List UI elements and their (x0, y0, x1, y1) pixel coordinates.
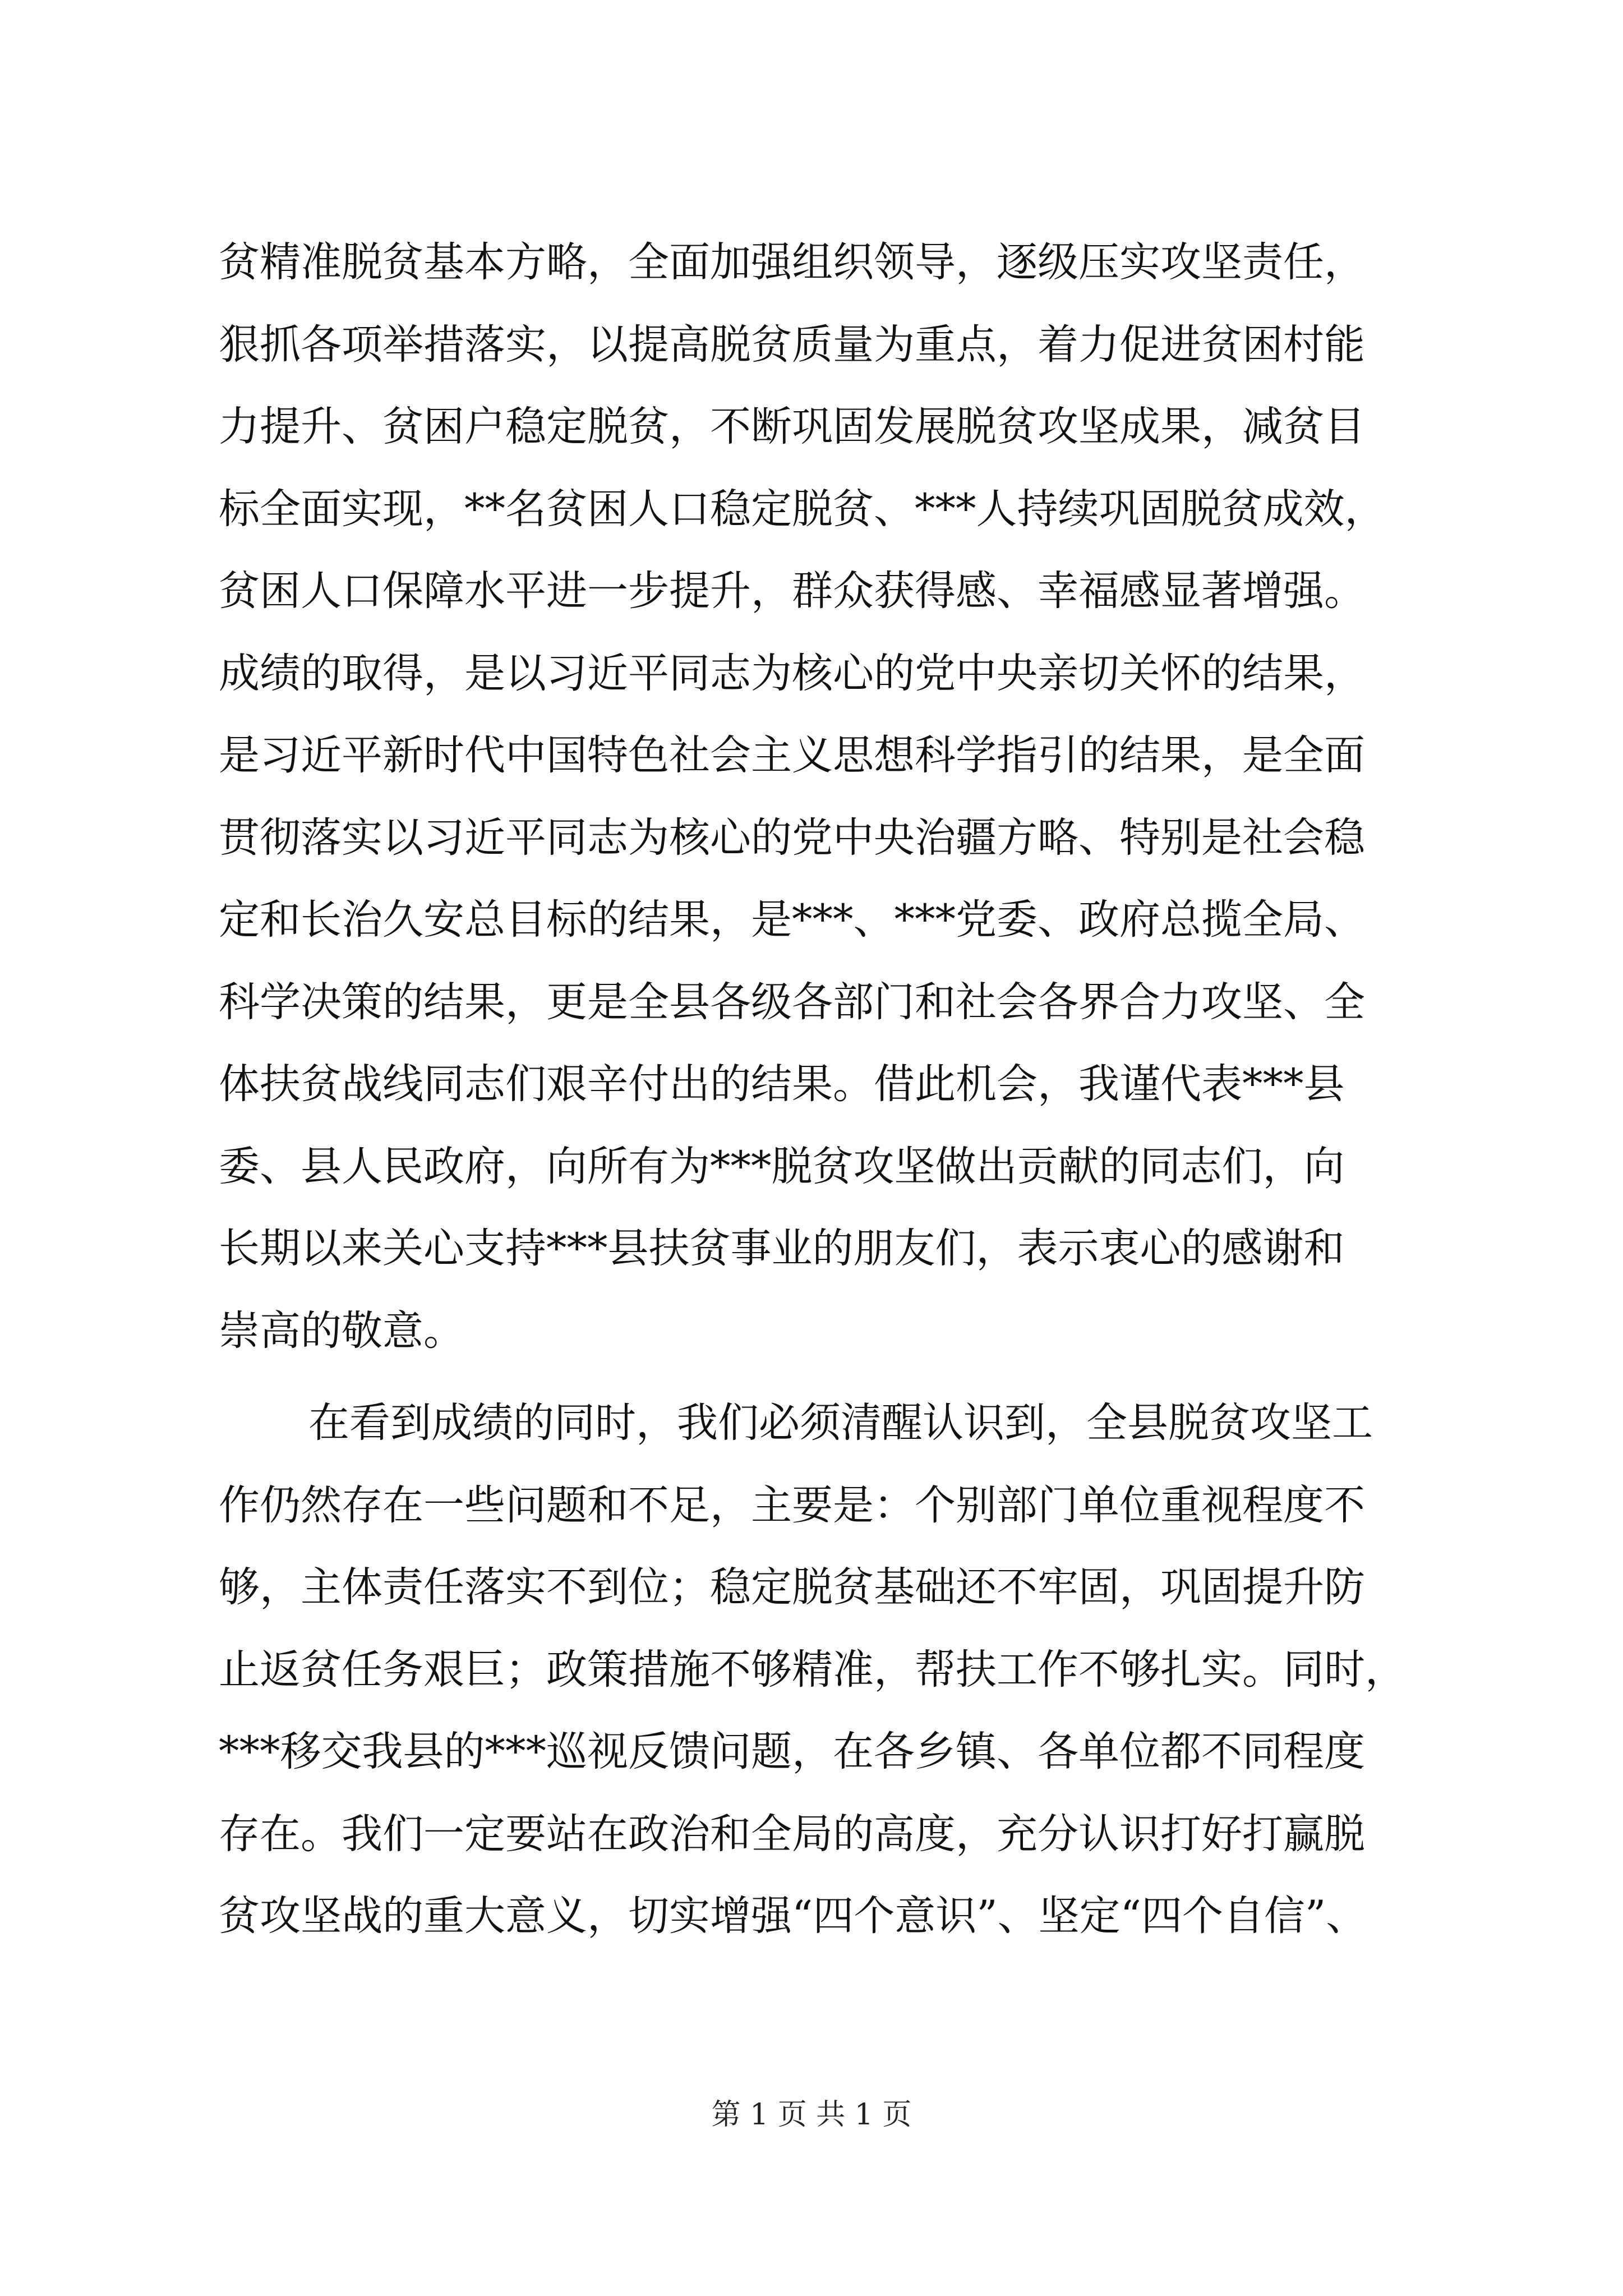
paragraph-start-line: 在看到成绩的同时，我们必须清醒认识到，全县脱贫攻坚工 (308, 1399, 1373, 1447)
body-text (219, 222, 1430, 1958)
page-footer: 第 1 页 共 1 页 (711, 2098, 912, 2132)
text-line: 定和长治久安总目标的结果，是***、***党委、政府总揽全局、 (219, 896, 1365, 944)
text-line: 贫攻坚战的重大意义，切实增强“四个意识”、坚定“四个自信”、 (219, 1892, 1367, 1940)
text-line: 力提升、贫困户稳定脱贫，不断巩固发展脱贫攻坚成果，减贫目 (219, 403, 1365, 450)
text-line: 狠抓各项举措落实，以提高脱贫质量为重点，着力促进贫困村能 (219, 320, 1365, 369)
text-line: 是习近平新时代中国特色社会主义思想科学指引的结果，是全面 (219, 731, 1365, 779)
text-line: 贯彻落实以习近平同志为核心的党中央治疆方略、特别是社会稳 (219, 813, 1365, 862)
text-line: 存在。我们一定要站在政治和全局的高度，充分认识打好打赢脱 (219, 1810, 1365, 1858)
text-line: 贫精准脱贫基本方略，全面加强组织领导，逐级压实攻坚责任， (219, 238, 1365, 286)
text-line: 成绩的取得，是以习近平同志为核心的党中央亲切关怀的结果， (219, 649, 1365, 697)
text-line: 作仍然存在一些问题和不足，主要是：个别部门单位重视程度不 (219, 1481, 1365, 1529)
text-line: 崇高的敬意。 (219, 1306, 464, 1355)
text-line: ***移交我县的***巡视反馈问题，在各乡镇、各单位都不同程度 (219, 1728, 1365, 1775)
text-line: 体扶贫战线同志们艰辛付出的结果。借此机会，我谨代表***县 (219, 1060, 1345, 1108)
text-line: 标全面实现，**名贫困人口稳定脱贫、***人持续巩固脱贫成效， (219, 485, 1386, 533)
text-line: 长期以来关心支持***县扶贫事业的朋友们，表示衷心的感谢和 (219, 1225, 1345, 1272)
text-line: 贫困人口保障水平进一步提升，群众获得感、幸福感显著增强。 (219, 567, 1365, 615)
text-line: 委、县人民政府，向所有为***脱贫攻坚做出贡献的同志们，向 (219, 1142, 1345, 1190)
text-line: 止返贫任务艰巨；政策措施不够精准，帮扶工作不够扎实。同时， (219, 1645, 1406, 1694)
text-line: 够，主体责任落实不到位；稳定脱贫基础还不牢固，巩固提升防 (219, 1563, 1365, 1611)
text-line: 科学决策的结果，更是全县各级各部门和社会各界合力攻坚、全 (219, 978, 1365, 1026)
